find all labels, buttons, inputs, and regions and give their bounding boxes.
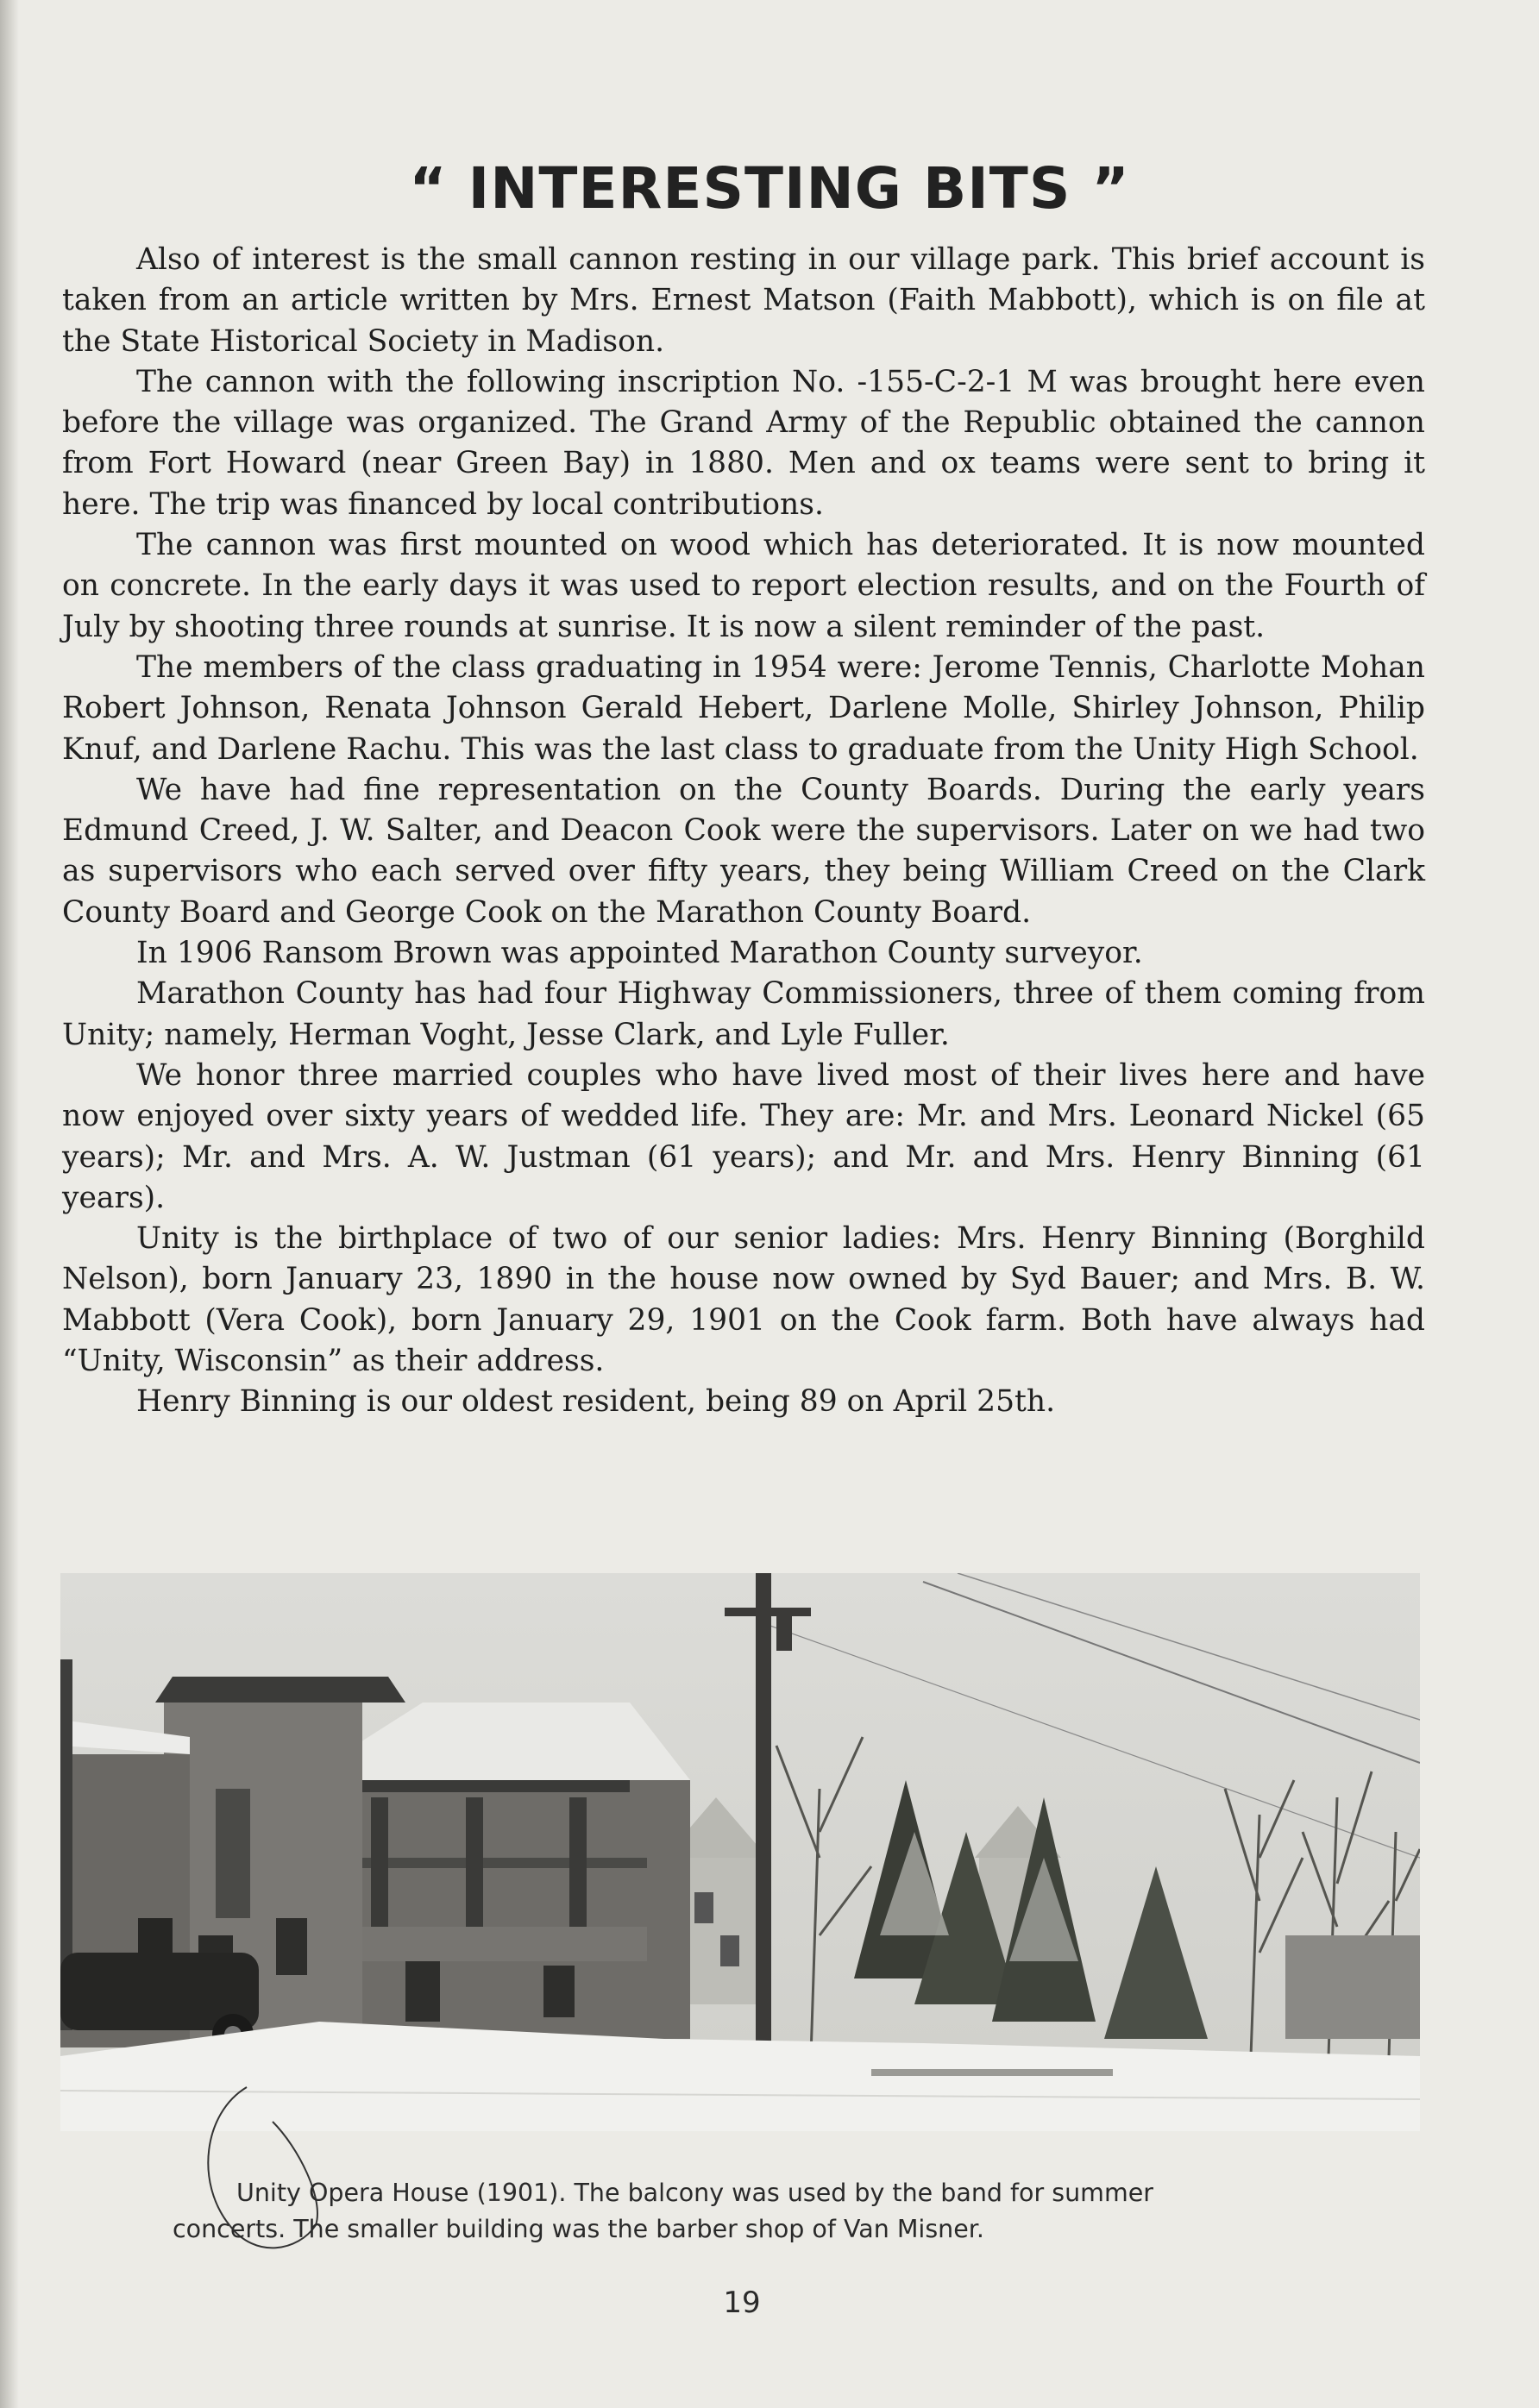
page-binding-edge: [0, 0, 19, 2408]
paragraph-surveyor: In 1906 Ransom Brown was appointed Marathon County surveyor.: [136, 936, 1143, 971]
paragraph-senior-ladies: Unity is the birthplace of two of our senior ladies: Mrs. Henry Binning (Borghild Nelson), born January 23, 1890 in the house now owned by Syd Bauer; and Mrs. B. W. Mabbott (Vera Cook), born January 29, 1901 on the Cook farm. Both have always had “Unity, Wisconsin” as their address.: [62, 1221, 1425, 1379]
paragraph-cannon-intro: Also of interest is the small cannon resting in our village park. This brief account is taken from an article written by Mrs. Ernest Matson (Faith Mabbott), which is on file at the State Historical Society in Madison.: [62, 242, 1425, 359]
photo-caption: [173, 2175, 1380, 2248]
paragraph-class-1954: The members of the class graduating in 1954 were: Jerome Tennis, Charlotte Mohan Robert Johnson, Renata Johnson Gerald Hebert, Darlene Molle, Shirley Johnson, Philip Knuf, and Darlene Rachu. This was the last class to graduate from the Unity High School.: [62, 649, 1425, 767]
caption-line-1: Unity Opera House (1901). The balcony was used by the band for summer: [236, 2179, 1153, 2207]
caption-line-2: concerts. The smaller building was the barber shop of Van Misner.: [173, 2215, 984, 2243]
paragraph-cannon-history: The cannon with the following inscription No. -155-C-2-1 M was brought here even before the village was organized. The Grand Army of the Republic obtained the cannon from Fort Howard (near Green Bay) in 1880. Men and ox teams were sent to bring it here. The trip was financed by local contributions.: [62, 364, 1425, 522]
article-body: [62, 240, 1425, 1423]
paragraph-married-couples: We honor three married couples who have lived most of their lives here and have now enjoyed over sixty years of wedded life. They are: Mr. and Mrs. Leonard Nickel (65 years); Mr. and Mrs. A. W. Justman (61 years); and Mr. and Mrs. Henry Binning (61 years).: [62, 1057, 1425, 1215]
page-title: “ INTERESTING BITS ”: [409, 155, 1130, 222]
paragraph-oldest-resident: Henry Binning is our oldest resident, being 89 on April 25th.: [136, 1384, 1056, 1420]
opera-house-photo: [60, 1573, 1420, 2131]
page-number: 19: [723, 2286, 761, 2320]
paragraph-highway-commissioners: Marathon County has had four Highway Commissioners, three of them coming from Unity; namely, Herman Voght, Jesse Clark, and Lyle Fuller.: [62, 976, 1425, 1052]
paragraph-cannon-mounting: The cannon was first mounted on wood which has deteriorated. It is now mounted on concrete. In the early days it was used to report election results, and on the Fourth of July by shooting three rounds at sunrise. It is now a silent reminder of the past.: [62, 528, 1425, 644]
paragraph-county-boards: We have had fine representation on the County Boards. During the early years Edmund Creed, J. W. Salter, and Deacon Cook were the supervisors. Later on we had two as supervisors who each served over fifty years, they being William Creed on the Clark County Board and George Cook on the Marathon County Board.: [62, 772, 1425, 930]
